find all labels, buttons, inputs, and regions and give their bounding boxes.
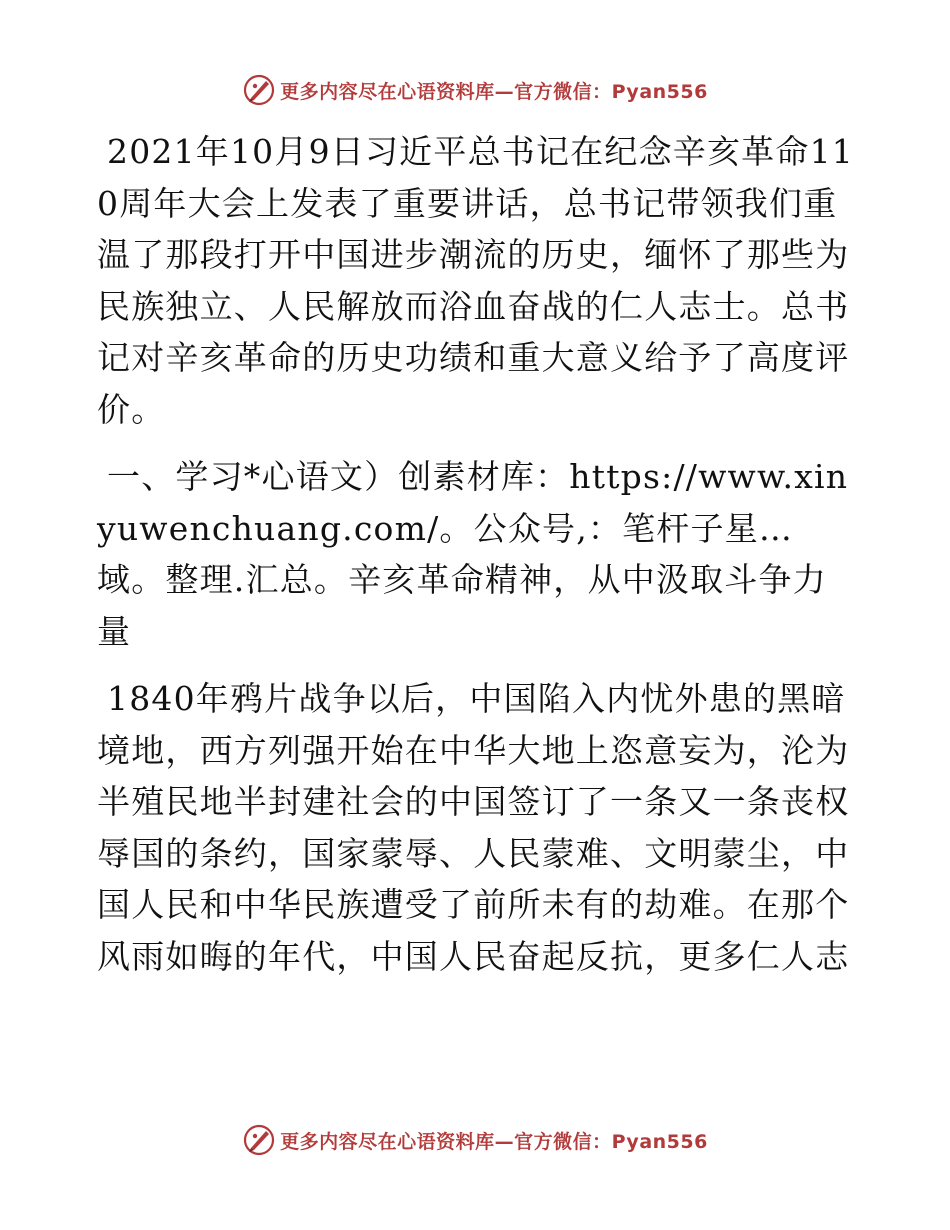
watermark-text: 更多内容尽在心语资料库—官方微信：Pyan556	[280, 1130, 708, 1153]
footer-watermark	[0, 1120, 950, 1160]
paragraph-3	[97, 673, 857, 982]
quill-pen-logo-icon	[242, 73, 276, 107]
quill-pen-logo-icon	[242, 1123, 276, 1157]
header-watermark	[0, 70, 950, 110]
paragraph-3-text: 1840年鸦片战争以后，中国陷入内忧外患的黑暗境地，西方列强开始在中华大地上恣意妄为，沦为半殖民地半封建社会的中国签订了一条又一条丧权辱国的条约，国家蒙辱、人民蒙难、文明蒙尘，中国人民和中华民族遭受了前所未有的劫难。在那个风雨如晦的年代，中国人民奋起反抗，更多仁人志	[97, 679, 850, 976]
paragraph-2-text: 一、学习*心语文）创素材库：https://www.xinyuwenchuang.com/。公众号,：笔杆子星…域。整理.汇总。辛亥革命精神，从中汲取斗争力量	[97, 457, 849, 651]
paragraph-1-text: 2021年10月9日习近平总书记在纪念辛亥革命110周年大会上发表了重要讲话，总书记带领我们重温了那段打开中国进步潮流的历史，缅怀了那些为民族独立、人民解放而浴血奋战的仁人志士。总书记对辛亥革命的历史功绩和重大意义给予了高度评价。	[97, 132, 854, 429]
paragraph-1	[97, 126, 857, 435]
watermark-text: 更多内容尽在心语资料库—官方微信：Pyan556	[280, 80, 708, 103]
document-body	[97, 126, 857, 998]
paragraph-2-heading	[97, 451, 857, 657]
